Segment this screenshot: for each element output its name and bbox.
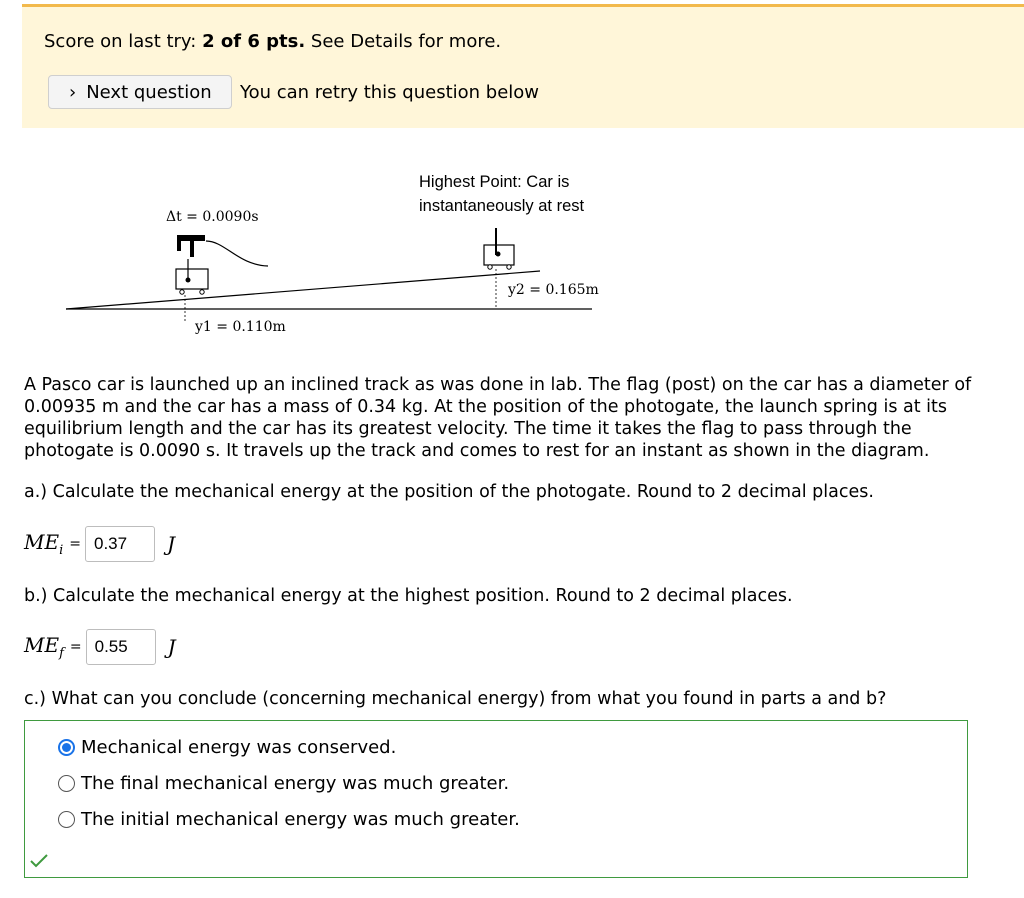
score-value: 2 of 6 pts. [202,31,306,52]
me-i-symbol: $ME_i$ [24,530,64,558]
score-line [44,31,501,52]
incline-track [66,271,540,309]
radio-selected[interactable] [58,739,75,756]
delta-t-label: Δt = 0.0090s [166,209,259,225]
part-b-question: b.) Calculate the mechanical energy at the highest position. Round to 2 decimal places. [24,586,793,606]
chevron-right-icon: › [69,81,77,103]
choice-label: The final mechanical energy was much greater. [81,773,510,794]
part-c-choices [24,720,968,878]
choice-conserved[interactable] [58,737,396,758]
correct-check-icon [29,853,49,869]
choice-label: Mechanical energy was conserved. [81,737,397,758]
retry-text: You can retry this question below [240,82,540,103]
equals-sign: = [69,639,82,655]
equals-sign: = [69,536,81,552]
choice-final-greater[interactable] [58,773,509,794]
score-suffix: See Details for more. [310,31,502,52]
next-question-label: Next question [86,81,212,103]
next-question-button[interactable] [48,75,232,109]
problem-statement: A Pasco car is launched up an inclined track as was done in lab. The flag (post) on the car has a diameter of 0.00935 m and the car has a mass of 0.34 kg. At the position of the photogate, the launch spring is at its equilibrium length and the car has its greatest velocity. The time it takes the flag to pass through the photogate is 0.0090 s. It travels up the track and comes to rest for an instant as shown in the diagram. [24,375,972,461]
y1-label: y1 = 0.110m [195,319,286,335]
part-c-question: c.) What can you conclude (concerning mechanical energy) from what you found in parts a and b? [24,689,887,709]
me-i-input[interactable] [85,526,155,562]
photogate-icon [177,235,268,266]
car-at-photogate-icon [176,259,208,323]
highest-point-label-line2: instantaneously at rest [419,197,585,215]
radio-unselected[interactable] [58,775,75,792]
choice-label: The initial mechanical energy was much greater. [81,809,520,830]
unit-label: J [166,532,176,556]
radio-unselected[interactable] [58,811,75,828]
part-a-answer-row [24,526,175,562]
part-b-answer-row [24,629,176,665]
y2-label: y2 = 0.165m [508,282,599,298]
score-banner [22,4,1024,128]
incline-diagram [60,165,620,345]
choice-initial-greater[interactable] [58,809,520,830]
score-prefix: Score on last try: [44,31,197,52]
part-a-question: a.) Calculate the mechanical energy at the position of the photogate. Round to 2 decimal places. [24,482,874,502]
highest-point-label-line1: Highest Point: Car is [419,173,570,191]
me-f-input[interactable] [86,629,156,665]
me-f-symbol: $ME_f$ [24,633,64,661]
unit-label: J [167,635,176,659]
